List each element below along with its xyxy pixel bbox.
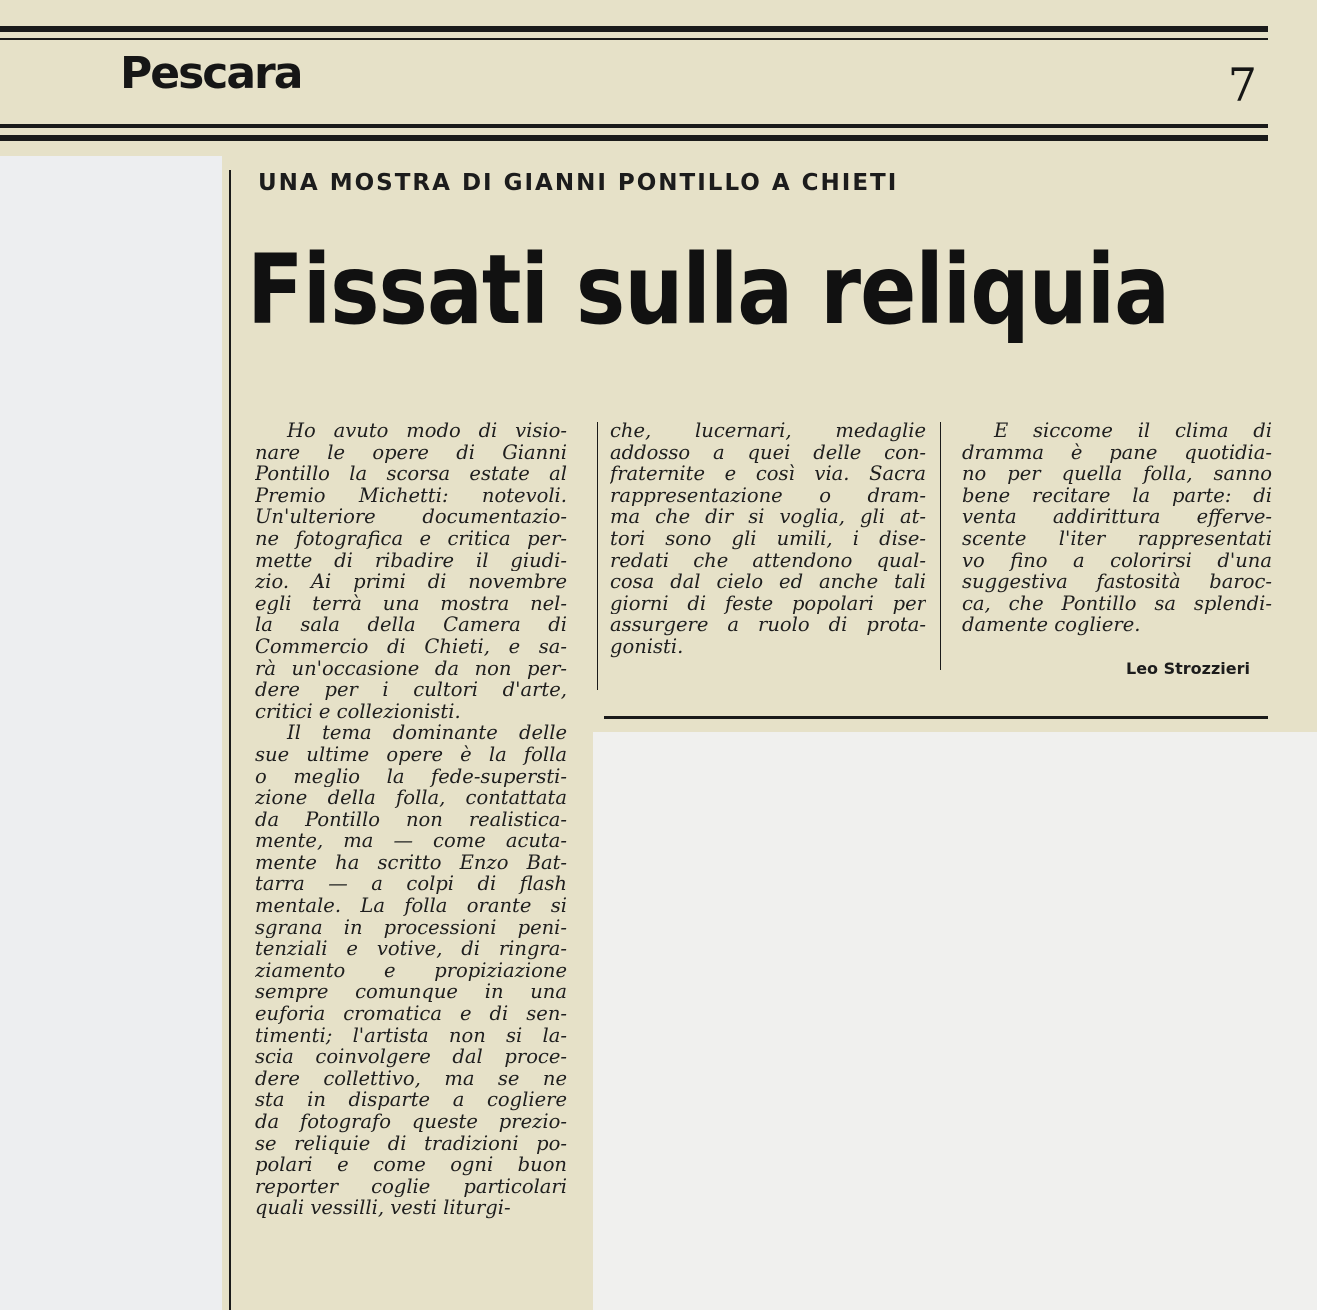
article-text-line: da Pontillo non realistica- (255, 808, 567, 831)
article-text-line: gonisti. (610, 635, 684, 658)
article-text-line: mentale. La folla orante si (255, 895, 567, 917)
article-text-line: vo fino a colorirsi d'una (962, 549, 1272, 572)
article-text-line: sta in disparte a cogliere (255, 1089, 567, 1111)
article-text-line: tori sono gli umili, i dise- (610, 527, 926, 550)
article-text-line: tenziali e votive, di ringra- (255, 938, 567, 960)
page-number: 7 (1227, 58, 1257, 112)
blank-area-right (593, 732, 1317, 1310)
article-text-line: Ho avuto modo di visio- (287, 420, 567, 442)
article-text-line: suggestiva fastosità baroc- (962, 571, 1272, 593)
article-text-line: rappresentazione o dram- (610, 484, 926, 507)
article-text-line: assurgere a ruolo di prota- (610, 614, 926, 636)
article-text-line: critici e collezionisti. (255, 700, 461, 723)
article-text-line: zione della folla, contattata (255, 787, 567, 809)
article-column-3 (962, 420, 1272, 636)
article-text-line: mente, ma — come acuta- (255, 830, 567, 852)
article-text-line: E siccome il clima di (994, 420, 1272, 442)
article-text-line: rà un'occasione da non per- (255, 657, 567, 680)
article-text-line: Commercio di Chieti, e sa- (255, 635, 567, 658)
article-text-line: sgrana in processioni peni- (255, 916, 567, 939)
article-text-line: venta addirittura efferve- (962, 506, 1272, 528)
article-text-line: euforia cromatica e di sen- (255, 1003, 567, 1025)
section-masthead: Pescara (120, 48, 302, 99)
column-divider-1 (597, 422, 598, 690)
article-text-line: ca, che Pontillo sa splendi- (962, 592, 1272, 615)
article-text-line: cosa dal cielo ed anche tali (610, 571, 926, 593)
article-left-rule (229, 170, 231, 1310)
article-text-line: la sala della Camera di (255, 614, 567, 636)
article-text-line: tarra — a colpi di flash (255, 873, 567, 896)
article-text-line: quali vessilli, vesti liturgi- (255, 1197, 511, 1219)
header-bottom-rule (0, 124, 1268, 128)
article-text-line: Pontillo la scorsa estate al (255, 463, 567, 485)
article-text-line: timenti; l'artista non si la- (255, 1024, 567, 1047)
article-column-2 (610, 420, 926, 658)
article-column-1 (255, 420, 567, 1219)
article-text-line: ma che dir si voglia, gli at- (610, 506, 926, 528)
article-text-line: bene recitare la parte: di (962, 484, 1272, 507)
article-text-line: sue ultime opere è la folla (255, 743, 567, 766)
top-rule (0, 26, 1268, 32)
article-text-line: zio. Ai primi di novembre (255, 571, 567, 593)
article-text-line: egli terrà una mostra nel- (255, 592, 567, 615)
article-text-line: addosso a quei delle con- (610, 441, 926, 464)
article-text-line: dere collettivo, ma se ne (255, 1067, 567, 1090)
article-text-line: o meglio la fede-supersti- (255, 765, 567, 788)
article-text-line: ziamento e propiziazione (255, 959, 567, 982)
article-text-line: dramma è pane quotidia- (962, 441, 1272, 464)
article-text-line: redati che attendono qual- (610, 549, 926, 572)
article-text-line: dere per i cultori d'arte, (255, 679, 567, 701)
article-text-line: fraternite e così via. Sacra (610, 463, 926, 485)
article-text-line: Il tema dominante delle (287, 722, 567, 744)
article-text-line: se reliquie di tradizioni po- (255, 1132, 567, 1155)
article-text-line: che, lucernari, medaglie (610, 420, 926, 442)
article-text-line: ne fotografica e critica per- (255, 527, 567, 550)
article-text-line: mente ha scritto Enzo Bat- (255, 851, 567, 874)
article-text-line: giorni di feste popolari per (610, 592, 926, 615)
article-text-line: scia coinvolgere dal proce- (255, 1046, 567, 1068)
article-kicker: UNA MOSTRA DI GIANNI PONTILLO A CHIETI (258, 170, 899, 196)
article-text-line: scente l'iter rappresentati (962, 527, 1272, 550)
blank-area-left (0, 156, 222, 1310)
article-text-line: polari e come ogni buon (255, 1154, 567, 1176)
top-rule-thin (0, 38, 1268, 40)
article-text-line: da fotografo queste prezio- (255, 1111, 567, 1133)
article-text-line: sempre comunque in una (255, 981, 567, 1004)
article-text-line: reporter coglie particolari (255, 1175, 567, 1198)
article-text-line: nare le opere di Gianni (255, 441, 567, 464)
article-text-line: mette di ribadire il giudi- (255, 549, 567, 572)
article-byline: Leo Strozzieri (1126, 659, 1250, 678)
article-bottom-rule (604, 716, 1268, 719)
article-text-line: damente cogliere. (962, 614, 1141, 636)
article-text-line: Premio Michetti: notevoli. (255, 484, 567, 507)
article-text-line: no per quella folla, sanno (962, 463, 1272, 485)
header-bottom-rule-thick (0, 135, 1268, 141)
column-divider-2 (940, 422, 941, 670)
article-headline: Fissati sulla reliquia (247, 234, 1170, 346)
article-text-line: Un'ulteriore documentazio- (255, 506, 567, 528)
